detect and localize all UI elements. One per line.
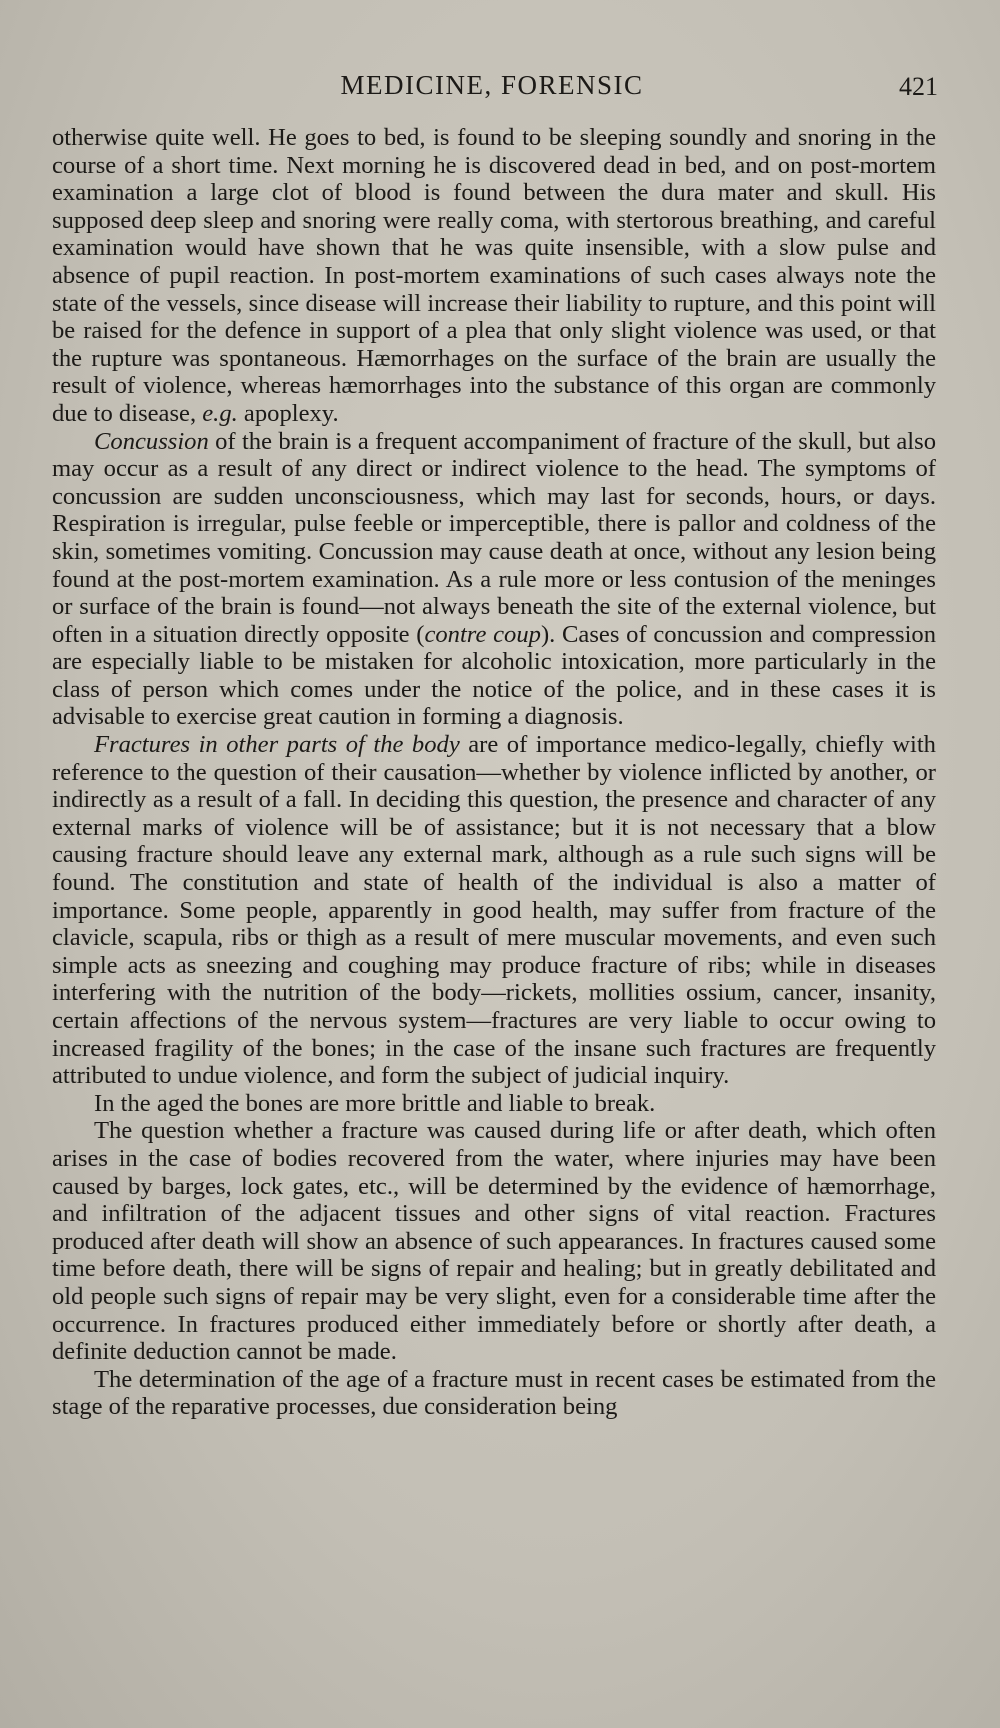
italic-run: Concussion — [94, 427, 209, 455]
paragraph-subdural-hemorrhage — [52, 124, 936, 428]
running-title: MEDICINE, FORENSIC — [340, 70, 644, 100]
page-number: 421 — [899, 72, 938, 101]
text-run: are of importance medico-legally, chiefly with reference to the question of their causation—whether by violence inflicted by another, or indirectly as a result of a fall. In deciding this question, the presence and character of any external marks of violence will be of assistance; but it is not necessary that a blow causing fracture should leave any external mark, although as a rule such signs will be found. The constitution and state of health of the individual is also a matter of importance. Some people, apparently in good health, may suffer from fracture of the clavicle, scapula, ribs or thigh as a result of mere muscular movements, and even such simple acts as sneezing and coughing may produce fracture of ribs; while in diseases interfering with the nutrition of the body—rickets, mollities ossium, cancer, insanity, certain affections of the nervous system—fractures are very liable to occur owing to increased fragility of the bones; in the case of the insane such fractures are frequently attributed to undue violence, and form the subject of judicial inquiry. — [52, 731, 936, 1090]
text-run: of the brain is a frequent accompaniment of fracture of the skull, but also may occur as a result of any direct or indirect violence to the head. The symptoms of concussion are sudden unconsciousness, which may last for seconds, hours, or days. Respiration is irregular, pulse feeble or imperceptible, there is pallor and coldness of the skin, sometimes vomiting. Concussion may cause death at once, without any lesion being found at the post-mortem examination. As a rule more or less contusion of the meninges or surface of the brain is found—not always beneath the site of the external violence, but often in a situation directly opposite ( — [52, 427, 936, 648]
text-run: In the aged the bones are more brittle and liable to break. — [94, 1089, 656, 1117]
text-run: The question whether a fracture was caused during life or after death, which often arises in the case of bodies recovered from the water, where injuries may have been caused by barges, lock gates, etc., will be determined by the evidence of hæmorrhage, and infiltration of the adjacent tissues and other signs of vital reaction. Fractures produced after death will show an absence of such appearances. In fractures caused some time before death, there will be signs of repair and healing; but in greatly debilitated and old people such signs of repair may be very slight, even for a considerable time after the occurrence. In fractures produced either immediately before or shortly after death, a definite deduction cannot be made. — [52, 1117, 936, 1366]
paragraph-fracture-age — [52, 1366, 936, 1421]
running-head — [52, 70, 938, 110]
body-text — [52, 124, 936, 1421]
paragraph-fracture-timing — [52, 1117, 936, 1365]
text-run: otherwise quite well. He goes to bed, is found to be sleeping soundly and snoring in the course of a short time. Next morning he is discovered dead in bed, and on post-mortem examination a large clot of blood is found between the dura mater and skull. His supposed deep sleep and snoring were really coma, with stertorous breathing, and careful examination would have shown that he was quite insensible, with a slow pulse and absence of pupil reaction. In post-mortem examinations of such cases always note the state of the vessels, since disease will increase their liability to rupture, and this point will be raised for the defence in support of a plea that only slight violence was used, or that the rupture was spontaneous. Hæmorrhages on the surface of the brain are usually the result of violence, whereas hæmorrhages into the substance of this organ are commonly due to disease, — [52, 124, 936, 427]
paragraph-concussion — [52, 428, 936, 732]
text-run: apoplexy. — [237, 399, 339, 427]
italic-run: Fractures in other parts of the body — [94, 731, 460, 759]
italic-run: e.g. — [202, 399, 238, 427]
text-run: ). Cases of concussion and compression are especially liable to be mistaken for alcoholic intoxication, more particularly in the class of person which comes under the notice of the police, and in these cases it is advisable to exercise great caution in forming a diagnosis. — [52, 620, 937, 731]
italic-run: contre coup — [424, 620, 541, 648]
paragraph-aged-bones — [52, 1090, 936, 1118]
text-run: The determination of the age of a fracture must in recent cases be estimated from the stage of the reparative processes, due consideration being — [52, 1365, 936, 1421]
paragraph-fractures — [52, 731, 936, 1090]
